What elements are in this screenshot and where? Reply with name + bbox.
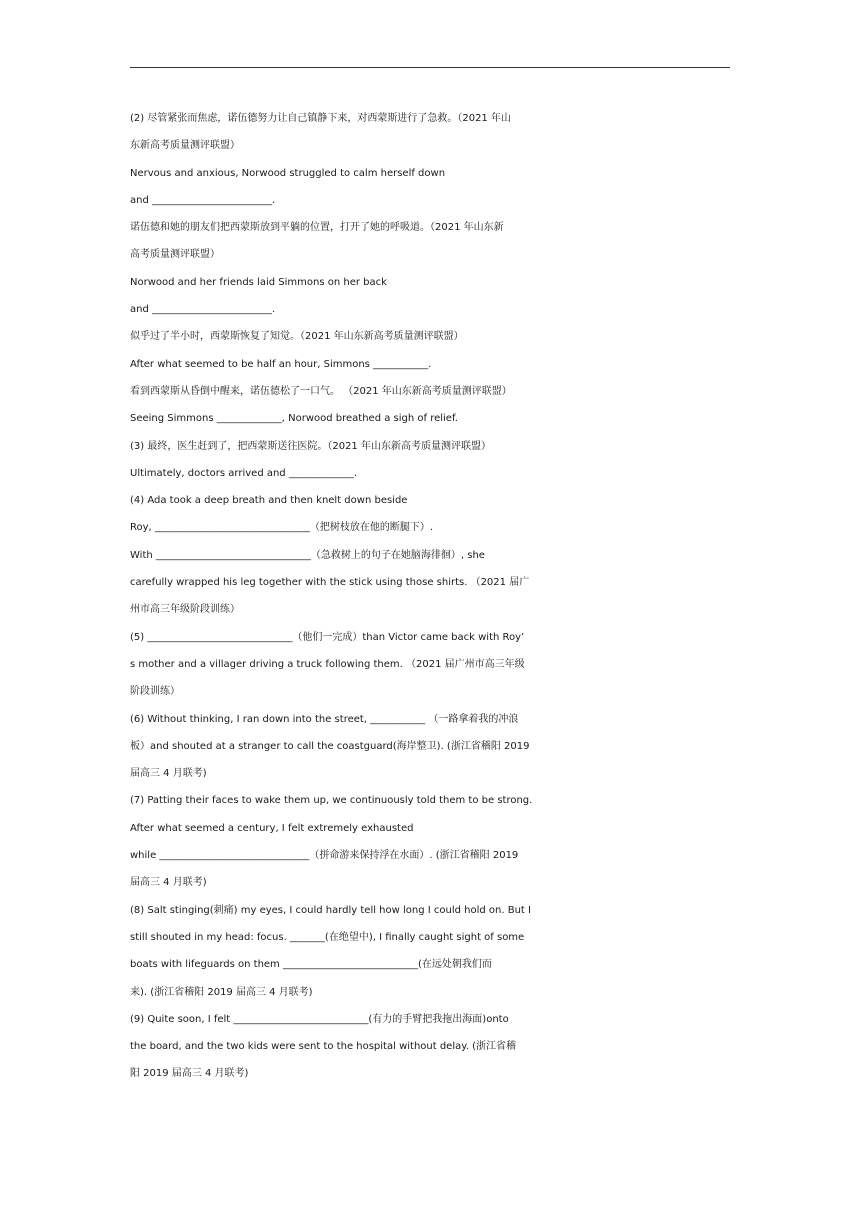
text-line: (3) 最终，医生赶到了，把西蒙斯送往医院。（2021 年山东新高考质量测评联盟） [130, 440, 491, 452]
text-line: and ________________________. [130, 194, 276, 206]
text-line: Nervous and anxious, Norwood struggled to calm herself down [130, 167, 446, 179]
text-line: (7) Patting their faces to wake them up, we continuously told them to be strong. [130, 795, 533, 807]
text-line: 高考质量测评联盟） [130, 249, 220, 261]
text-line: 州市高三年级阶段训练） [130, 604, 240, 616]
text-line: (5) _____________________________（他们一完成）than Victor came back with Roy’ [130, 631, 525, 643]
text-line: 阶段训练） [130, 686, 180, 698]
document-body [130, 105, 735, 1088]
text-line: Roy, _______________________________（把树枝放在他的断腿下）. [130, 522, 434, 534]
text-line: 届高三 4 月联考) [130, 877, 207, 889]
text-line: 板）and shouted at a stranger to call the coastguard(海岸整卫). (浙江省稽阳 2019 [130, 740, 530, 752]
text-line: carefully wrapped his leg together with the stick using those shirts. （2021 届广 [130, 577, 530, 589]
text-line: After what seemed a century, I felt extremely exhausted [130, 822, 414, 834]
text-line: 诺伍德和她的朋友们把西蒙斯放到平躺的位置，打开了她的呼吸道。（2021 年山东新 [130, 222, 504, 234]
text-line: 似乎过了半小时，西蒙斯恢复了知觉。（2021 年山东新高考质量测评联盟） [130, 331, 464, 343]
text-line: still shouted in my head: focus. _______(在绝望中), I finally caught sight of some [130, 931, 525, 943]
text-line: 届高三 4 月联考) [130, 768, 207, 780]
text-line: (8) Salt stinging(刺痛) my eyes, I could hardly tell how long I could hold on. But I [130, 904, 531, 916]
text-line: boats with lifeguards on them ___________________________(在远处朝我们而 [130, 959, 492, 971]
text-line: (4) Ada took a deep breath and then knelt down beside [130, 495, 408, 507]
text-line: 来). (浙江省稽阳 2019 届高三 4 月联考) [130, 986, 313, 998]
text-line: (2) 尽管紧张而焦虑，诺伍德努力让自己镇静下来，对西蒙斯进行了急救。（2021 年山 [130, 113, 511, 124]
text-line: 阳 2019 届高三 4 月联考) [130, 1068, 249, 1080]
text-line: (9) Quite soon, I felt ___________________________(有力的手臂把我拖出海面)onto [130, 1013, 509, 1025]
text-line: (6) Without thinking, I ran down into the street, ___________ （一路拿着我的冲浪 [130, 713, 519, 725]
text-line: Ultimately, doctors arrived and _____________. [130, 467, 358, 479]
text-line: 看到西蒙斯从昏倒中醒来，诺伍德松了一口气。 （2021 年山东新高考质量测评联盟） [130, 385, 512, 397]
text-line: 东新高考质量测评联盟） [130, 140, 240, 152]
text-line: Norwood and her friends laid Simmons on her back [130, 276, 387, 288]
text-line: Seeing Simmons _____________, Norwood breathed a sigh of relief. [130, 413, 458, 425]
text-line: s mother and a villager driving a truck following them. （2021 届广州市高三年级 [130, 658, 525, 670]
text-line: while ______________________________（拼命游来保持浮在水面）. (浙江省稽阳 2019 [130, 850, 519, 862]
header-rule [130, 67, 730, 68]
text-line: and ________________________. [130, 304, 276, 316]
text-line: After what seemed to be half an hour, Simmons ___________. [130, 358, 432, 370]
text-line: the board, and the two kids were sent to the hospital without delay. (浙江省稽 [130, 1041, 516, 1053]
text-line: With _______________________________（急救树上的句子在她脑海徘徊）, she [130, 549, 485, 561]
